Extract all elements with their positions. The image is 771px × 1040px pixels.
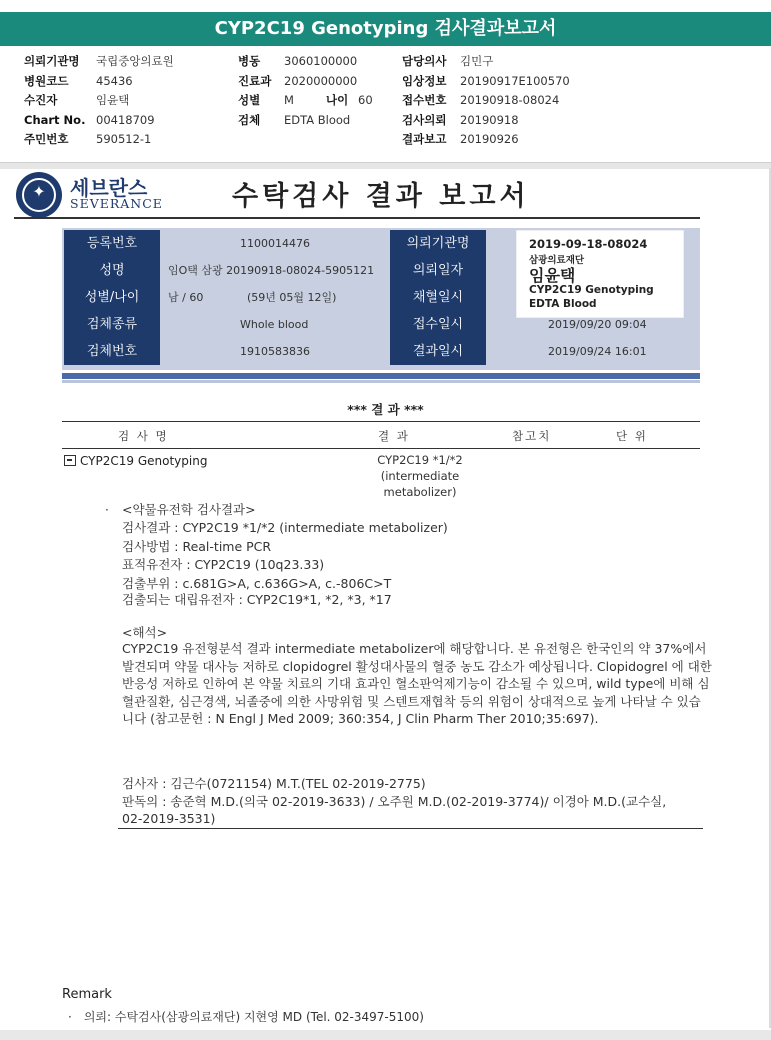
result-phenotype-2: metabolizer): [383, 485, 457, 499]
box-label: 검체번호: [64, 338, 160, 365]
box-value: 1100014476: [240, 237, 310, 250]
info-label: Chart No.: [24, 112, 86, 127]
info-label: 병동: [238, 54, 261, 68]
info-label: 접수번호: [402, 93, 447, 107]
result-genotype: CYP2C19 *1/*2: [377, 453, 463, 467]
info-value: 김민구: [460, 54, 494, 68]
info-value: 45436: [96, 73, 133, 88]
university-seal-icon: ✦: [16, 172, 62, 218]
sticker-test: CYP2C19 Genotyping: [529, 284, 654, 296]
box-label: 성별/나이: [64, 284, 160, 311]
info-value: 00418709: [96, 112, 155, 127]
detail-line: 검출부위 : c.681G>A, c.636G>A, c.-806C>T: [122, 576, 392, 591]
info-column-3: [402, 52, 570, 150]
remark-title: Remark: [62, 987, 112, 1002]
sticker-lab: 삼광의료재단: [529, 255, 585, 266]
box-label: 결과일시: [390, 338, 486, 365]
header-rule: [14, 217, 700, 219]
column-header-reference: 참고치: [512, 429, 552, 443]
interpretation-text: CYP2C19 유전형분석 결과 intermediate metabolizer에 해당합니다. 본 유전형은 한국인의 약 37%에서 발견되며 약물 대사능 저하로 clopidogrel 활성대사물의 혈중 농도 감소가 예상됩니다. Clopidogrel 에 대한 반응성 저하로 인하여 본 약물 치료의 기대 효과인 혈소판억제기능이 감소될 수 있으며, wild type에 비해 심혈관질환, 심근경색, 뇌졸중에 의한 사망위험 및 스텐트재협착 등의 위험이 상대적으로 높게 나타날 수 있습니다 (참고문헌 : N Engl J Med 2009; 360:354, J Clin Pharm Ther 2010;35:697).: [122, 641, 712, 727]
info-label: 결과보고: [402, 132, 447, 146]
info-value: 20190917E100570: [460, 73, 570, 88]
document-title: 수탁검사 결과 보고서: [232, 181, 530, 212]
birth-date: (59년 05월 12일): [247, 291, 337, 304]
info-column-1: [24, 52, 174, 150]
info-value: 3060100000: [284, 54, 358, 68]
info-label: 수진자: [24, 93, 58, 107]
box-value: 1910583836: [240, 345, 310, 358]
box-value: 2019/09/20 09:04: [548, 318, 647, 331]
results-rule-top: [62, 421, 700, 422]
box-label: 성명: [64, 257, 160, 284]
detail-line: 검출되는 대립유전자 : CYP2C19*1, *2, *3, *17: [122, 592, 392, 607]
section-pharmacogenomics: <약물유전학 검사결과>: [122, 502, 256, 517]
info-value: 20190926: [460, 132, 519, 146]
info-value: EDTA Blood: [284, 112, 351, 127]
sticker-patient: 임윤택: [529, 266, 576, 285]
bullet: ·: [105, 503, 109, 517]
results-rule-header: [62, 448, 700, 449]
brand-name-english: SEVERANCE: [70, 196, 163, 211]
detail-line: 검사결과 : CYP2C19 *1/*2 (intermediate metabolizer): [122, 520, 448, 535]
specimen-sticker: [516, 230, 684, 318]
box-label: 등록번호: [64, 230, 160, 257]
test-result: [370, 452, 470, 500]
box-bottom-rule: [62, 373, 700, 379]
tester-line: 검사자 : 김근수(0721154) M.T.(TEL 02-2019-2775): [122, 776, 426, 791]
box-label: 검체종류: [64, 311, 160, 338]
info-column-2: [238, 52, 373, 130]
bullet: ·: [68, 1010, 72, 1024]
box-value: 남 / 60: [168, 291, 204, 304]
info-value: 임윤택: [96, 93, 130, 107]
info-value: 20190918: [460, 112, 519, 127]
remark-line: [68, 1008, 424, 1025]
box-value: Whole blood: [240, 318, 309, 331]
section-interpretation: <해석>: [122, 625, 168, 640]
test-name: CYP2C19 Genotyping: [80, 454, 208, 468]
info-value: 2020000000: [284, 73, 358, 88]
info-value: 590512-1: [96, 132, 152, 146]
column-header-unit: 단 위: [616, 429, 648, 443]
document-icon: [64, 455, 76, 466]
box-label: 의뢰일자: [390, 257, 486, 284]
info-label: 진료과: [238, 73, 272, 88]
info-value: 국립중앙의료원: [96, 54, 174, 68]
end-rule: [118, 828, 703, 829]
info-value: M: [284, 93, 294, 107]
page-bottom-edge: [0, 1030, 771, 1040]
results-heading: *** 결 과 ***: [347, 402, 424, 417]
report-title-bar: [0, 12, 771, 46]
box-bottom-rule-light: [62, 380, 700, 383]
report-title: CYP2C19 Genotyping 검사결과보고서: [214, 18, 557, 39]
info-label: 성별: [238, 93, 261, 107]
column-header-test: 검 사 명: [118, 429, 169, 443]
column-header-result: 결 과: [378, 429, 410, 443]
box-value: 임O택 삼광 20190918-08024-5905121: [168, 264, 375, 277]
reader-line: 판독의 : 송준혁 M.D.(의국 02-2019-3633) / 오주원 M.D.(02-2019-3774)/ 이경아 M.D.(교수실,: [122, 794, 667, 809]
info-label: 검사의뢰: [402, 112, 447, 127]
test-row: [64, 454, 207, 468]
reader-line-continued: 02-2019-3531): [122, 811, 216, 826]
info-label: 임상정보: [402, 73, 447, 88]
box-label: 의뢰기관명: [390, 230, 486, 257]
info-value: 60: [358, 93, 373, 107]
sticker-accession: 2019-09-18-08024: [529, 237, 648, 251]
sticker-specimen: EDTA Blood: [529, 298, 597, 310]
box-label: 채혈일시: [390, 284, 486, 311]
box-label: 접수일시: [390, 311, 486, 338]
detail-line: 표적유전자 : CYP2C19 (10q23.33): [122, 557, 325, 572]
info-label: 검체: [238, 112, 261, 127]
result-phenotype-1: (intermediate: [380, 469, 460, 483]
info-label: 나이: [326, 93, 349, 107]
detail-line: 검사방법 : Real-time PCR: [122, 539, 272, 554]
info-value: 20190918-08024: [460, 93, 560, 107]
remark-text: 의뢰: 수탁검사(삼광의료재단) 지현영 MD (Tel. 02-3497-5100): [83, 1010, 424, 1024]
info-label: 병원코드: [24, 73, 69, 88]
section-divider: [0, 162, 771, 169]
info-label: 담당의사: [402, 54, 447, 68]
info-label: 주민번호: [24, 132, 69, 146]
box-value: 2019/09/24 16:01: [548, 345, 647, 358]
brand-name-korean: 세브란스: [70, 176, 148, 200]
info-label: 의뢰기관명: [24, 54, 80, 68]
